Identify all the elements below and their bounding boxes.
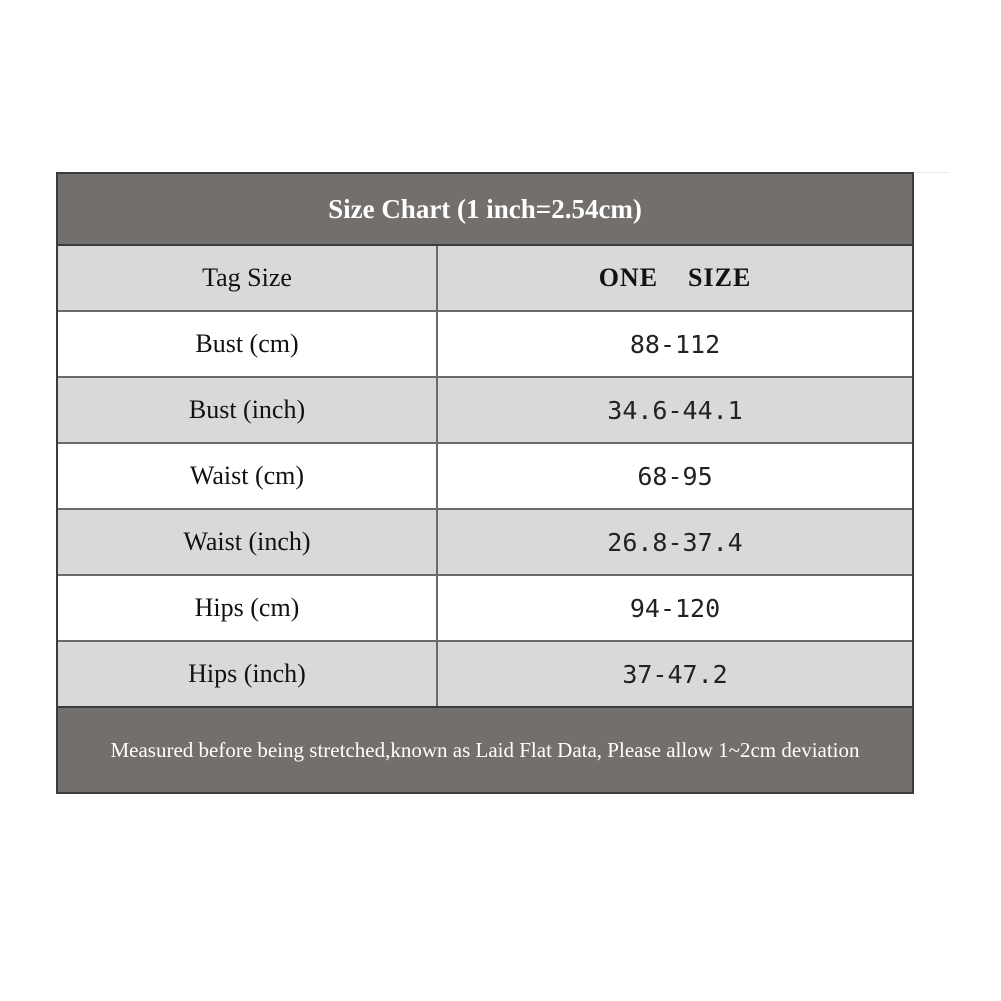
row-label: Hips (inch) [58, 641, 437, 706]
row-label: Waist (cm) [58, 443, 437, 509]
size-chart-title: Size Chart (1 inch=2.54cm) [58, 174, 912, 246]
row-label: Bust (inch) [58, 377, 437, 443]
row-value: 68-95 [437, 443, 912, 509]
table-row [58, 509, 912, 575]
table-row [58, 311, 912, 377]
row-value: 37-47.2 [437, 641, 912, 706]
row-value: 26.8-37.4 [437, 509, 912, 575]
size-chart [56, 172, 914, 794]
row-value: 34.6-44.1 [437, 377, 912, 443]
row-label: Hips (cm) [58, 575, 437, 641]
row-label: Waist (inch) [58, 509, 437, 575]
size-table [58, 246, 912, 706]
row-label: Bust (cm) [58, 311, 437, 377]
divider [914, 172, 950, 173]
table-row [58, 641, 912, 706]
one-size-header: ONE SIZE [437, 246, 912, 311]
table-row [58, 377, 912, 443]
tag-size-header: Tag Size [58, 246, 437, 311]
row-value: 88-112 [437, 311, 912, 377]
table-row [58, 575, 912, 641]
table-row [58, 443, 912, 509]
table-header-row [58, 246, 912, 311]
measurement-note: Measured before being stretched,known as Laid Flat Data, Please allow 1~2cm deviation [58, 706, 912, 792]
row-value: 94-120 [437, 575, 912, 641]
